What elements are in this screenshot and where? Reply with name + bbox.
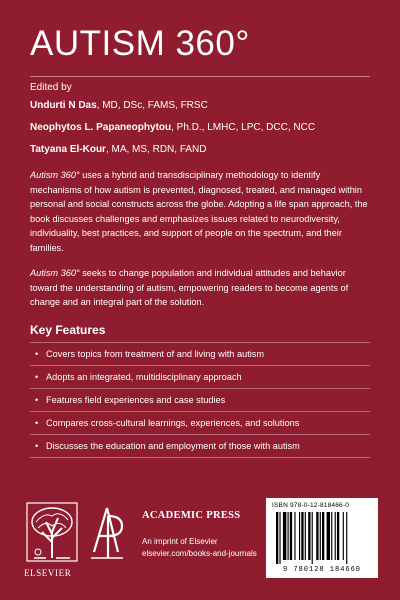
isbn-label: ISBN 978-0-12-818466-0 <box>272 502 350 509</box>
key-features-heading: Key Features <box>30 323 106 337</box>
elsevier-tree-logo-icon <box>26 502 78 562</box>
editor-2 <box>30 122 315 133</box>
description-text: uses a hybrid and transdisciplinary methodology to identify mechanisms of how autism is prevented, diagnosed, treated, and managed within personal and social constructs across the globe. Adopting a life span approach, the book discusses challenges and emphasizes issues related to neurodiversity, individuality, best practices, and support of people on the spectrum, and their families. <box>30 170 368 253</box>
list-item <box>30 411 370 434</box>
publisher-name: ACADEMIC PRESS <box>142 510 241 521</box>
book-title: AUTISM 360° <box>30 24 250 63</box>
description-paragraph-1 <box>30 168 372 255</box>
feature-text: Features field experiences and case studies <box>46 395 226 405</box>
book-title-italic: Autism 360° <box>30 268 80 278</box>
editor-credentials: , Ph.D., LMHC, LPC, DCC, NCC <box>171 122 316 133</box>
editor-name: Undurti N Das <box>30 100 97 111</box>
editor-credentials: , MA, MS, RDN, FAND <box>105 144 207 155</box>
edited-by-label: Edited by <box>30 82 72 93</box>
bullet-icon: • <box>35 418 39 428</box>
title-rule <box>30 76 370 77</box>
editor-credentials: , MD, DSc, FAMS, FRSC <box>96 100 208 111</box>
bullet-icon: • <box>35 372 39 382</box>
editor-3 <box>30 144 207 155</box>
book-title-italic: Autism 360° <box>30 170 80 180</box>
bullet-icon: • <box>35 395 39 405</box>
bullet-icon: • <box>35 349 39 359</box>
feature-text: Covers topics from treatment of and living with autism <box>46 349 265 359</box>
barcode-icon <box>276 512 368 564</box>
bullet-icon: • <box>35 441 39 451</box>
publisher-imprint: An imprint of Elsevier <box>142 537 218 546</box>
key-features-list <box>30 342 370 458</box>
editor-1 <box>30 100 208 111</box>
description-paragraph-2 <box>30 266 372 310</box>
barcode-number: 9 780128 184660 <box>282 566 361 574</box>
barcode-box <box>266 498 378 578</box>
feature-text: Adopts an integrated, multidisciplinary approach <box>46 372 242 382</box>
description-text: seeks to change population and individual attitudes and behavior toward the understanding of autism, empowering readers to become agents of change and an integral part of the solution. <box>30 268 349 307</box>
list-item <box>30 342 370 365</box>
elsevier-wordmark: ELSEVIER <box>24 568 72 578</box>
list-item <box>30 388 370 411</box>
feature-text: Compares cross-cultural learnings, experiences, and solutions <box>46 418 300 428</box>
publisher-url: elsevier.com/books-and-journals <box>142 549 257 558</box>
feature-text: Discusses the education and employment of those with autism <box>46 441 300 451</box>
editor-name: Tatyana El-Kour <box>30 144 106 155</box>
list-item <box>30 365 370 388</box>
editor-name: Neophytos L. Papaneophytou <box>30 122 172 133</box>
academic-press-logo-icon <box>88 504 126 562</box>
list-item <box>30 434 370 458</box>
